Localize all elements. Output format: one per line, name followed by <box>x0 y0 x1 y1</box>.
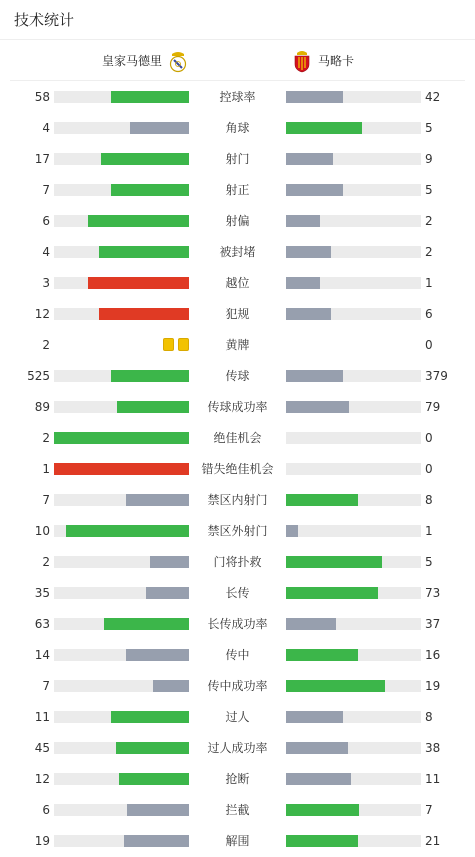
home-value: 7 <box>42 493 50 507</box>
stat-row <box>0 825 475 856</box>
away-value: 16 <box>425 648 441 662</box>
stat-label: 长传 <box>225 586 250 600</box>
away-bar-track <box>286 680 421 692</box>
home-bar-track <box>54 463 189 475</box>
stat-row <box>0 453 475 484</box>
away-bar-fill <box>286 835 358 847</box>
home-bar-track <box>54 401 189 413</box>
home-bar-fill <box>116 742 189 754</box>
stats-list <box>0 81 475 856</box>
away-bar-fill <box>286 773 351 785</box>
home-bar-track <box>54 680 189 692</box>
away-bar-fill <box>286 618 336 630</box>
home-bar-fill <box>124 835 189 847</box>
away-value: 11 <box>425 772 441 786</box>
stat-row <box>0 608 475 639</box>
home-bar-track <box>54 556 189 568</box>
away-bar-fill <box>286 649 358 661</box>
away-value: 79 <box>425 400 441 414</box>
home-bar-fill <box>117 401 189 413</box>
home-bar-track <box>54 370 189 382</box>
home-value: 12 <box>34 307 50 321</box>
stat-row <box>0 701 475 732</box>
away-bar-track <box>286 587 421 599</box>
away-value: 19 <box>425 679 441 693</box>
away-bar-track <box>286 649 421 661</box>
home-value: 12 <box>34 772 50 786</box>
away-bar-fill <box>286 742 348 754</box>
away-value: 6 <box>425 307 433 321</box>
home-bar-fill <box>54 432 189 444</box>
away-bar-fill <box>286 401 349 413</box>
stat-label: 门将扑救 <box>213 555 262 569</box>
home-bar-track <box>54 122 189 134</box>
home-bar-fill <box>130 122 189 134</box>
stat-label: 过人 <box>225 710 250 724</box>
away-bar-track <box>286 122 421 134</box>
away-bar-track <box>286 835 421 847</box>
stat-label: 长传成功率 <box>207 617 268 631</box>
stat-label: 被封堵 <box>219 245 256 259</box>
home-bar-fill <box>127 804 189 816</box>
stats-header <box>0 0 475 40</box>
away-bar-fill <box>286 215 320 227</box>
stat-row <box>0 143 475 174</box>
away-bar-fill <box>286 246 331 258</box>
stat-label: 传中成功率 <box>207 679 268 693</box>
stat-row <box>0 422 475 453</box>
away-bar-track <box>286 370 421 382</box>
away-bar-fill <box>286 711 343 723</box>
home-bar-track <box>54 525 189 537</box>
home-bar-track <box>54 835 189 847</box>
stat-label: 射正 <box>225 183 250 197</box>
home-bar-track <box>54 742 189 754</box>
home-bar-fill <box>99 308 189 320</box>
stat-label: 传中 <box>225 648 250 662</box>
home-bar-fill <box>88 277 189 289</box>
home-bar-fill <box>104 618 189 630</box>
home-bar-track <box>54 308 189 320</box>
home-value: 2 <box>42 338 50 352</box>
home-bar-track <box>54 804 189 816</box>
yellow-card-icon <box>178 338 189 351</box>
home-bar-track <box>54 246 189 258</box>
stat-row <box>0 174 475 205</box>
stat-row <box>0 391 475 422</box>
away-bar-track <box>286 463 421 475</box>
away-bar-track <box>286 246 421 258</box>
away-bar-fill <box>286 556 382 568</box>
away-bar-track <box>286 401 421 413</box>
home-value: 6 <box>42 803 50 817</box>
stat-label: 传球成功率 <box>207 400 268 414</box>
home-bar-track <box>54 91 189 103</box>
home-bar-fill <box>126 649 189 661</box>
away-bar-fill <box>286 680 385 692</box>
yellow-cards <box>163 338 189 351</box>
away-bar-track <box>286 184 421 196</box>
away-bar-fill <box>286 525 298 537</box>
home-value: 2 <box>42 431 50 445</box>
away-value: 0 <box>425 338 433 352</box>
home-bar-fill <box>119 773 189 785</box>
home-value: 14 <box>34 648 50 662</box>
away-value: 38 <box>425 741 441 755</box>
home-bar-track <box>54 773 189 785</box>
home-value: 58 <box>34 90 50 104</box>
stat-row <box>0 670 475 701</box>
away-bar-track <box>286 742 421 754</box>
away-value: 379 <box>425 369 448 383</box>
stat-label: 禁区内射门 <box>207 493 268 507</box>
home-value: 11 <box>34 710 50 724</box>
away-bar-track <box>286 91 421 103</box>
stat-row <box>0 484 475 515</box>
away-bar-track <box>286 153 421 165</box>
away-bar-track <box>286 618 421 630</box>
stat-label: 绝佳机会 <box>213 431 262 445</box>
home-value: 4 <box>42 245 50 259</box>
home-value: 6 <box>42 214 50 228</box>
away-bar-track <box>286 308 421 320</box>
home-bar-track <box>54 587 189 599</box>
away-value: 73 <box>425 586 441 600</box>
away-value: 1 <box>425 524 433 538</box>
home-bar-fill <box>99 246 189 258</box>
stat-label: 过人成功率 <box>207 741 268 755</box>
home-bar-fill <box>111 370 189 382</box>
away-bar-fill <box>286 91 343 103</box>
home-value: 35 <box>34 586 50 600</box>
home-bar-fill <box>111 711 189 723</box>
home-bar-fill <box>126 494 189 506</box>
away-value: 8 <box>425 493 433 507</box>
home-value: 89 <box>34 400 50 414</box>
stat-label: 越位 <box>225 276 250 290</box>
away-team-name: 马略卡 <box>318 54 355 68</box>
home-bar-fill <box>101 153 189 165</box>
away-bar-track <box>286 215 421 227</box>
home-value: 7 <box>42 679 50 693</box>
yellow-card-icon <box>163 338 174 351</box>
stat-label: 控球率 <box>219 90 256 104</box>
stat-row <box>0 360 475 391</box>
home-value: 4 <box>42 121 50 135</box>
home-bar-track <box>54 711 189 723</box>
stat-label: 抢断 <box>225 772 250 786</box>
away-bar-fill <box>286 122 362 134</box>
away-value: 8 <box>425 710 433 724</box>
stat-label: 禁区外射门 <box>207 524 268 538</box>
stat-row <box>0 639 475 670</box>
stat-row <box>0 763 475 794</box>
home-bar-track <box>54 184 189 196</box>
away-bar-track <box>286 494 421 506</box>
stat-label: 解围 <box>225 834 250 848</box>
away-bar-fill <box>286 804 359 816</box>
stat-label: 拦截 <box>225 803 250 817</box>
stat-row <box>0 112 475 143</box>
home-bar-track <box>54 153 189 165</box>
home-bar-fill <box>111 184 189 196</box>
home-team-name: 皇家马德里 <box>101 54 162 68</box>
away-bar-fill <box>286 308 331 320</box>
stat-label: 射偏 <box>225 214 250 228</box>
home-value: 63 <box>34 617 50 631</box>
stat-row <box>0 329 475 360</box>
stat-row <box>0 515 475 546</box>
away-value: 21 <box>425 834 441 848</box>
away-value: 9 <box>425 152 433 166</box>
home-value: 525 <box>27 369 50 383</box>
stat-row <box>0 236 475 267</box>
away-value: 1 <box>425 276 433 290</box>
away-value: 0 <box>425 462 433 476</box>
home-bar-fill <box>111 91 189 103</box>
stat-row <box>0 267 475 298</box>
stat-row <box>0 577 475 608</box>
away-bar-track <box>286 711 421 723</box>
away-value: 42 <box>425 90 441 104</box>
page-title: 技术统计 <box>14 11 75 29</box>
stat-row <box>0 81 475 112</box>
home-value: 2 <box>42 555 50 569</box>
away-bar-fill <box>286 494 358 506</box>
away-bar-track <box>286 556 421 568</box>
away-value: 2 <box>425 245 433 259</box>
home-bar-track <box>54 618 189 630</box>
home-bar-fill <box>150 556 189 568</box>
away-value: 2 <box>425 214 433 228</box>
away-value: 7 <box>425 803 433 817</box>
away-bar-track <box>286 432 421 444</box>
stat-row <box>0 546 475 577</box>
stat-row <box>0 794 475 825</box>
stat-label: 黄牌 <box>225 338 250 352</box>
away-bar-fill <box>286 153 333 165</box>
home-bar-fill <box>88 215 189 227</box>
home-value: 1 <box>42 462 50 476</box>
home-bar-fill <box>66 525 189 537</box>
home-value: 45 <box>34 741 50 755</box>
home-value: 7 <box>42 183 50 197</box>
away-value: 5 <box>425 183 433 197</box>
away-value: 37 <box>425 617 441 631</box>
stat-row <box>0 298 475 329</box>
home-bar-fill <box>153 680 189 692</box>
away-bar-fill <box>286 370 343 382</box>
stat-label: 角球 <box>225 121 250 135</box>
away-value: 5 <box>425 555 433 569</box>
home-value: 19 <box>34 834 50 848</box>
away-bar-track <box>286 277 421 289</box>
home-value: 17 <box>34 152 50 166</box>
home-bar-fill <box>54 463 189 475</box>
stat-label: 错失绝佳机会 <box>201 462 274 476</box>
away-value: 5 <box>425 121 433 135</box>
home-bar-fill <box>146 587 189 599</box>
home-bar-track <box>54 649 189 661</box>
home-bar-track <box>54 494 189 506</box>
away-team[interactable] <box>292 40 354 81</box>
home-bar-track <box>54 277 189 289</box>
home-bar-track <box>54 432 189 444</box>
away-bar-track <box>286 525 421 537</box>
teams-row <box>10 40 465 81</box>
away-bar-fill <box>286 277 320 289</box>
stat-label: 传球 <box>225 369 250 383</box>
home-value: 3 <box>42 276 50 290</box>
home-team[interactable] <box>102 40 188 81</box>
away-bar-track <box>286 773 421 785</box>
stat-row <box>0 732 475 763</box>
stat-label: 犯规 <box>225 307 250 321</box>
home-bar-track <box>54 215 189 227</box>
home-value: 10 <box>34 524 50 538</box>
away-value: 0 <box>425 431 433 445</box>
real-madrid-crest-icon <box>168 49 188 73</box>
stat-label: 射门 <box>225 152 250 166</box>
away-bar-fill <box>286 587 378 599</box>
stat-row <box>0 205 475 236</box>
away-bar-fill <box>286 184 343 196</box>
mallorca-crest-icon <box>292 49 312 73</box>
away-bar-track <box>286 804 421 816</box>
